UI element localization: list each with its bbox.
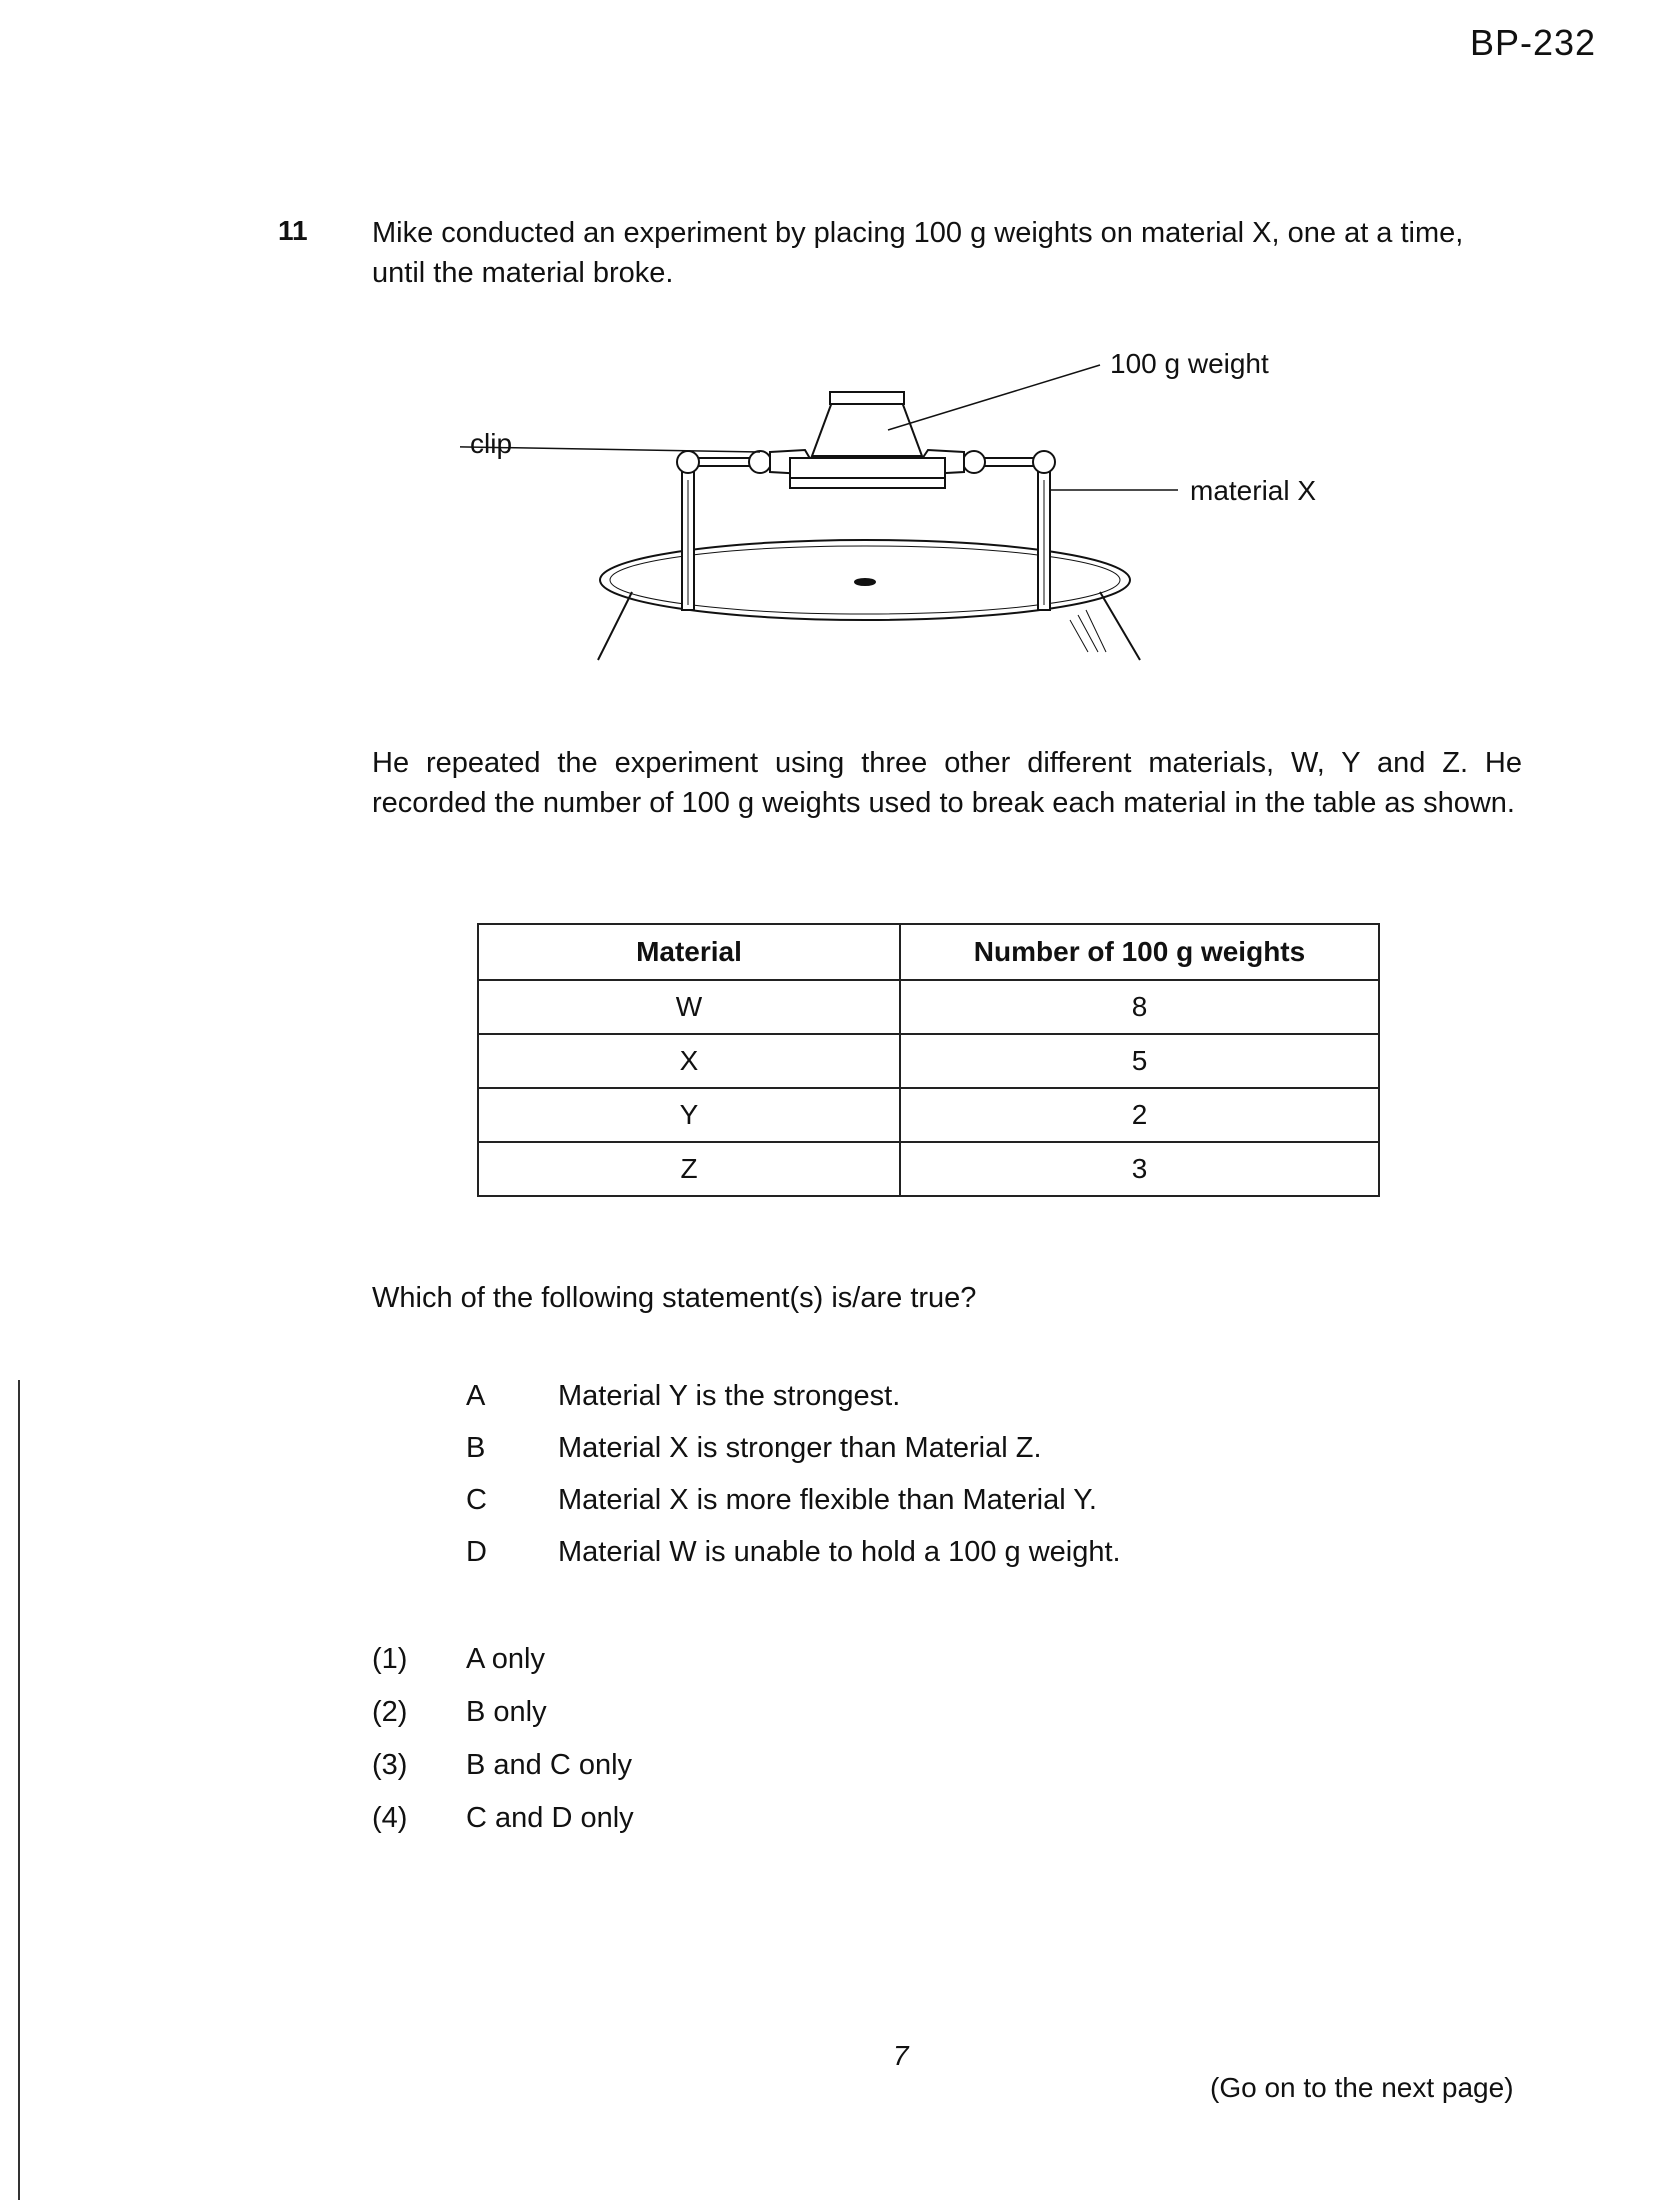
statement-letter: C [466,1484,487,1516]
answer-option-text: A only [466,1643,545,1675]
label-weight: 100 g weight [1110,348,1269,379]
statement-text: Material Y is the strongest. [558,1380,901,1412]
question-text-2: He repeated the experiment using three other different materials, W, Y and Z. He recorded the number of 100 g weights used to break each material in the table as shown. [372,747,1522,819]
cell-weights: 8 [900,980,1379,1034]
question-prompt: Which of the following statement(s) is/are true? [372,1282,977,1314]
page-number: 7 [893,2040,909,2071]
weight [812,402,922,456]
label-clip: clip [470,428,513,459]
table-row [478,980,1379,1034]
cell-material: Z [478,1142,900,1196]
question-intro: Mike conducted an experiment by placing 100 g weights on material X, one at a time, until the material broke. [372,217,1464,289]
answer-option-number: (2) [372,1696,408,1728]
statement-letter: A [466,1380,486,1412]
header-material: Material [478,924,900,980]
answer-option-number: (4) [372,1802,408,1834]
answer-option-number: (3) [372,1749,408,1781]
clip-left [749,451,771,473]
statement-letter: D [466,1536,487,1568]
cell-material: W [478,980,900,1034]
label-material-x: material X [1190,475,1317,506]
answer-option-text: C and D only [466,1802,634,1834]
statement-text: Material X is stronger than Material Z. [558,1432,1042,1464]
footer-note: (Go on to the next page) [1210,2072,1514,2103]
answer-option-number: (1) [372,1643,408,1675]
margin-line [18,1380,20,2200]
cell-material: X [478,1034,900,1088]
statement-text: Material W is unable to hold a 100 g weight. [558,1536,1121,1568]
clip-right [963,451,985,473]
experiment-diagram [460,330,1180,670]
question-number: 11 [278,215,308,246]
header-weights: Number of 100 g weights [900,924,1379,980]
table-row [478,1088,1379,1142]
table-row [478,1034,1379,1088]
statement-letter: B [466,1432,486,1464]
results-table [477,923,1380,1197]
table-header-row [478,924,1379,980]
statement-text: Material X is more flexible than Material Y. [558,1484,1097,1516]
material-x-strip [790,458,945,478]
answer-option-text: B only [466,1696,547,1728]
cell-weights: 2 [900,1088,1379,1142]
cell-material: Y [478,1088,900,1142]
cell-weights: 3 [900,1142,1379,1196]
answer-option-text: B and C only [466,1749,633,1781]
cell-weights: 5 [900,1034,1379,1088]
page-code: BP-232 [1470,22,1597,63]
table-row [478,1142,1379,1196]
